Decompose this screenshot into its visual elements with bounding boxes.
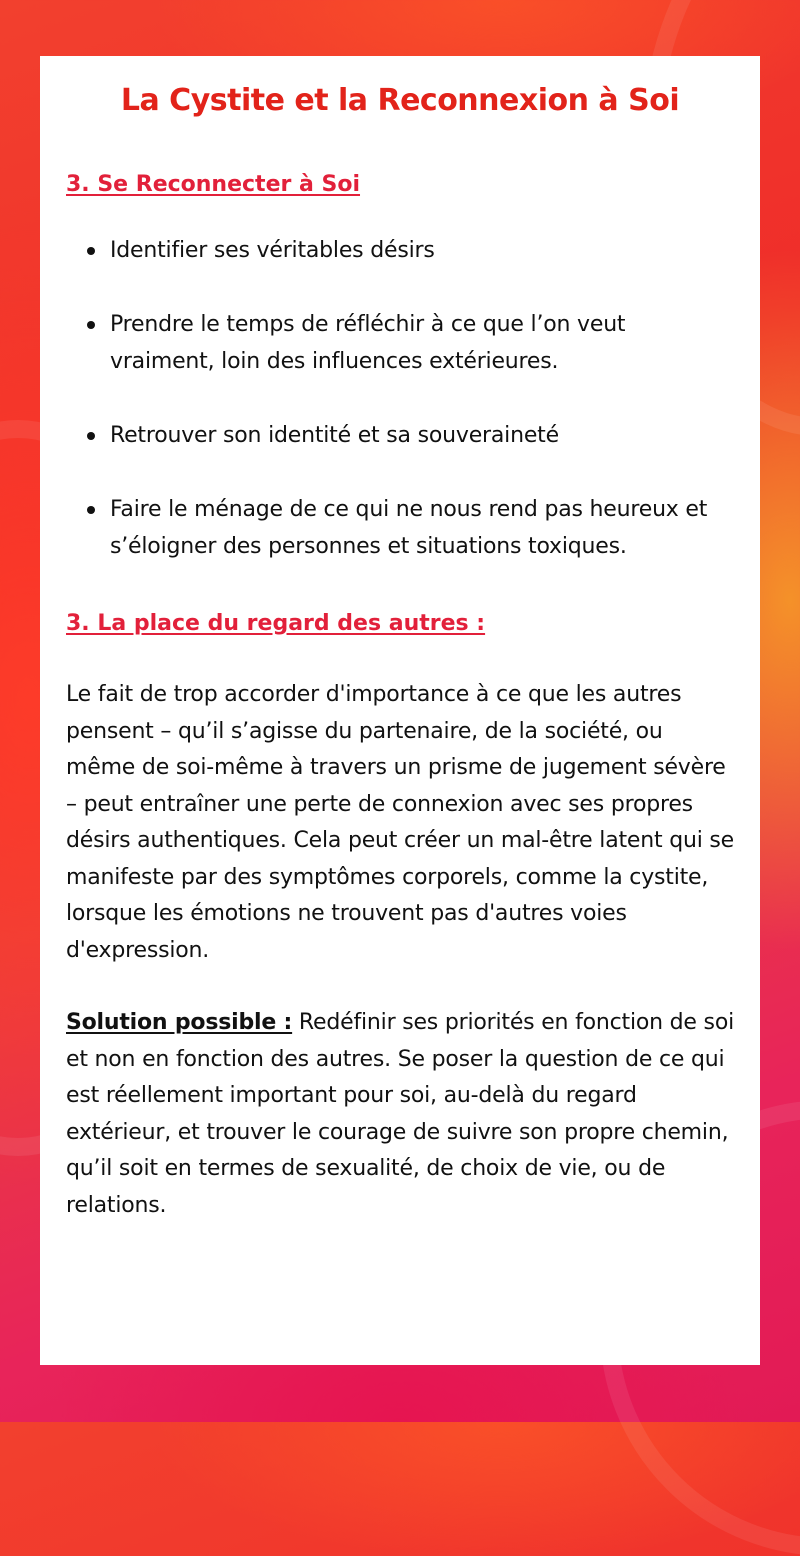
body-paragraph: Le fait de trop accorder d'importance à ce que les autres pensent – qu’il s’agisse du partenaire, de la société, ou même de soi-même à travers un prisme de jugement sévère – peut entraîner une perte de connexion avec ses propres désirs authentiques. Cela peut créer un mal-être latent qui se manifeste par des symptômes corporels, comme la cystite, lorsque les émotions ne trouvent pas d'autres voies d'expression. bbox=[66, 682, 735, 963]
page-title: La Cystite et la Reconnexion à Soi bbox=[120, 83, 680, 118]
list-item: Faire le ménage de ce qui ne nous rend pas heureux et s’éloigner des personnes et situations toxiques. bbox=[110, 491, 734, 565]
solution-text: Redéfinir ses priorités en fonction de soi et non en fonction des autres. Se poser la question de ce qui est réellement important pour soi, au-delà du regard extérieur, et trouver le courage de suivre son propre chemin, qu’il soit en termes de sexualité, de choix de vie, ou de relations. bbox=[66, 1010, 734, 1218]
section-heading-regard: 3. La place du regard des autres : bbox=[66, 611, 486, 636]
list-item: Identifier ses véritables désirs bbox=[110, 232, 734, 269]
bullet-list bbox=[66, 232, 734, 565]
solution-label: Solution possible : bbox=[66, 1010, 293, 1035]
solution-paragraph bbox=[66, 1005, 734, 1224]
list-item: Retrouver son identité et sa souveraineté bbox=[110, 417, 734, 454]
section-heading-reconnect: 3. Se Reconnecter à Soi bbox=[66, 172, 361, 197]
list-item: Prendre le temps de réfléchir à ce que l’on veut vraiment, loin des influences extérieures. bbox=[110, 306, 734, 380]
content-card bbox=[40, 56, 760, 1365]
